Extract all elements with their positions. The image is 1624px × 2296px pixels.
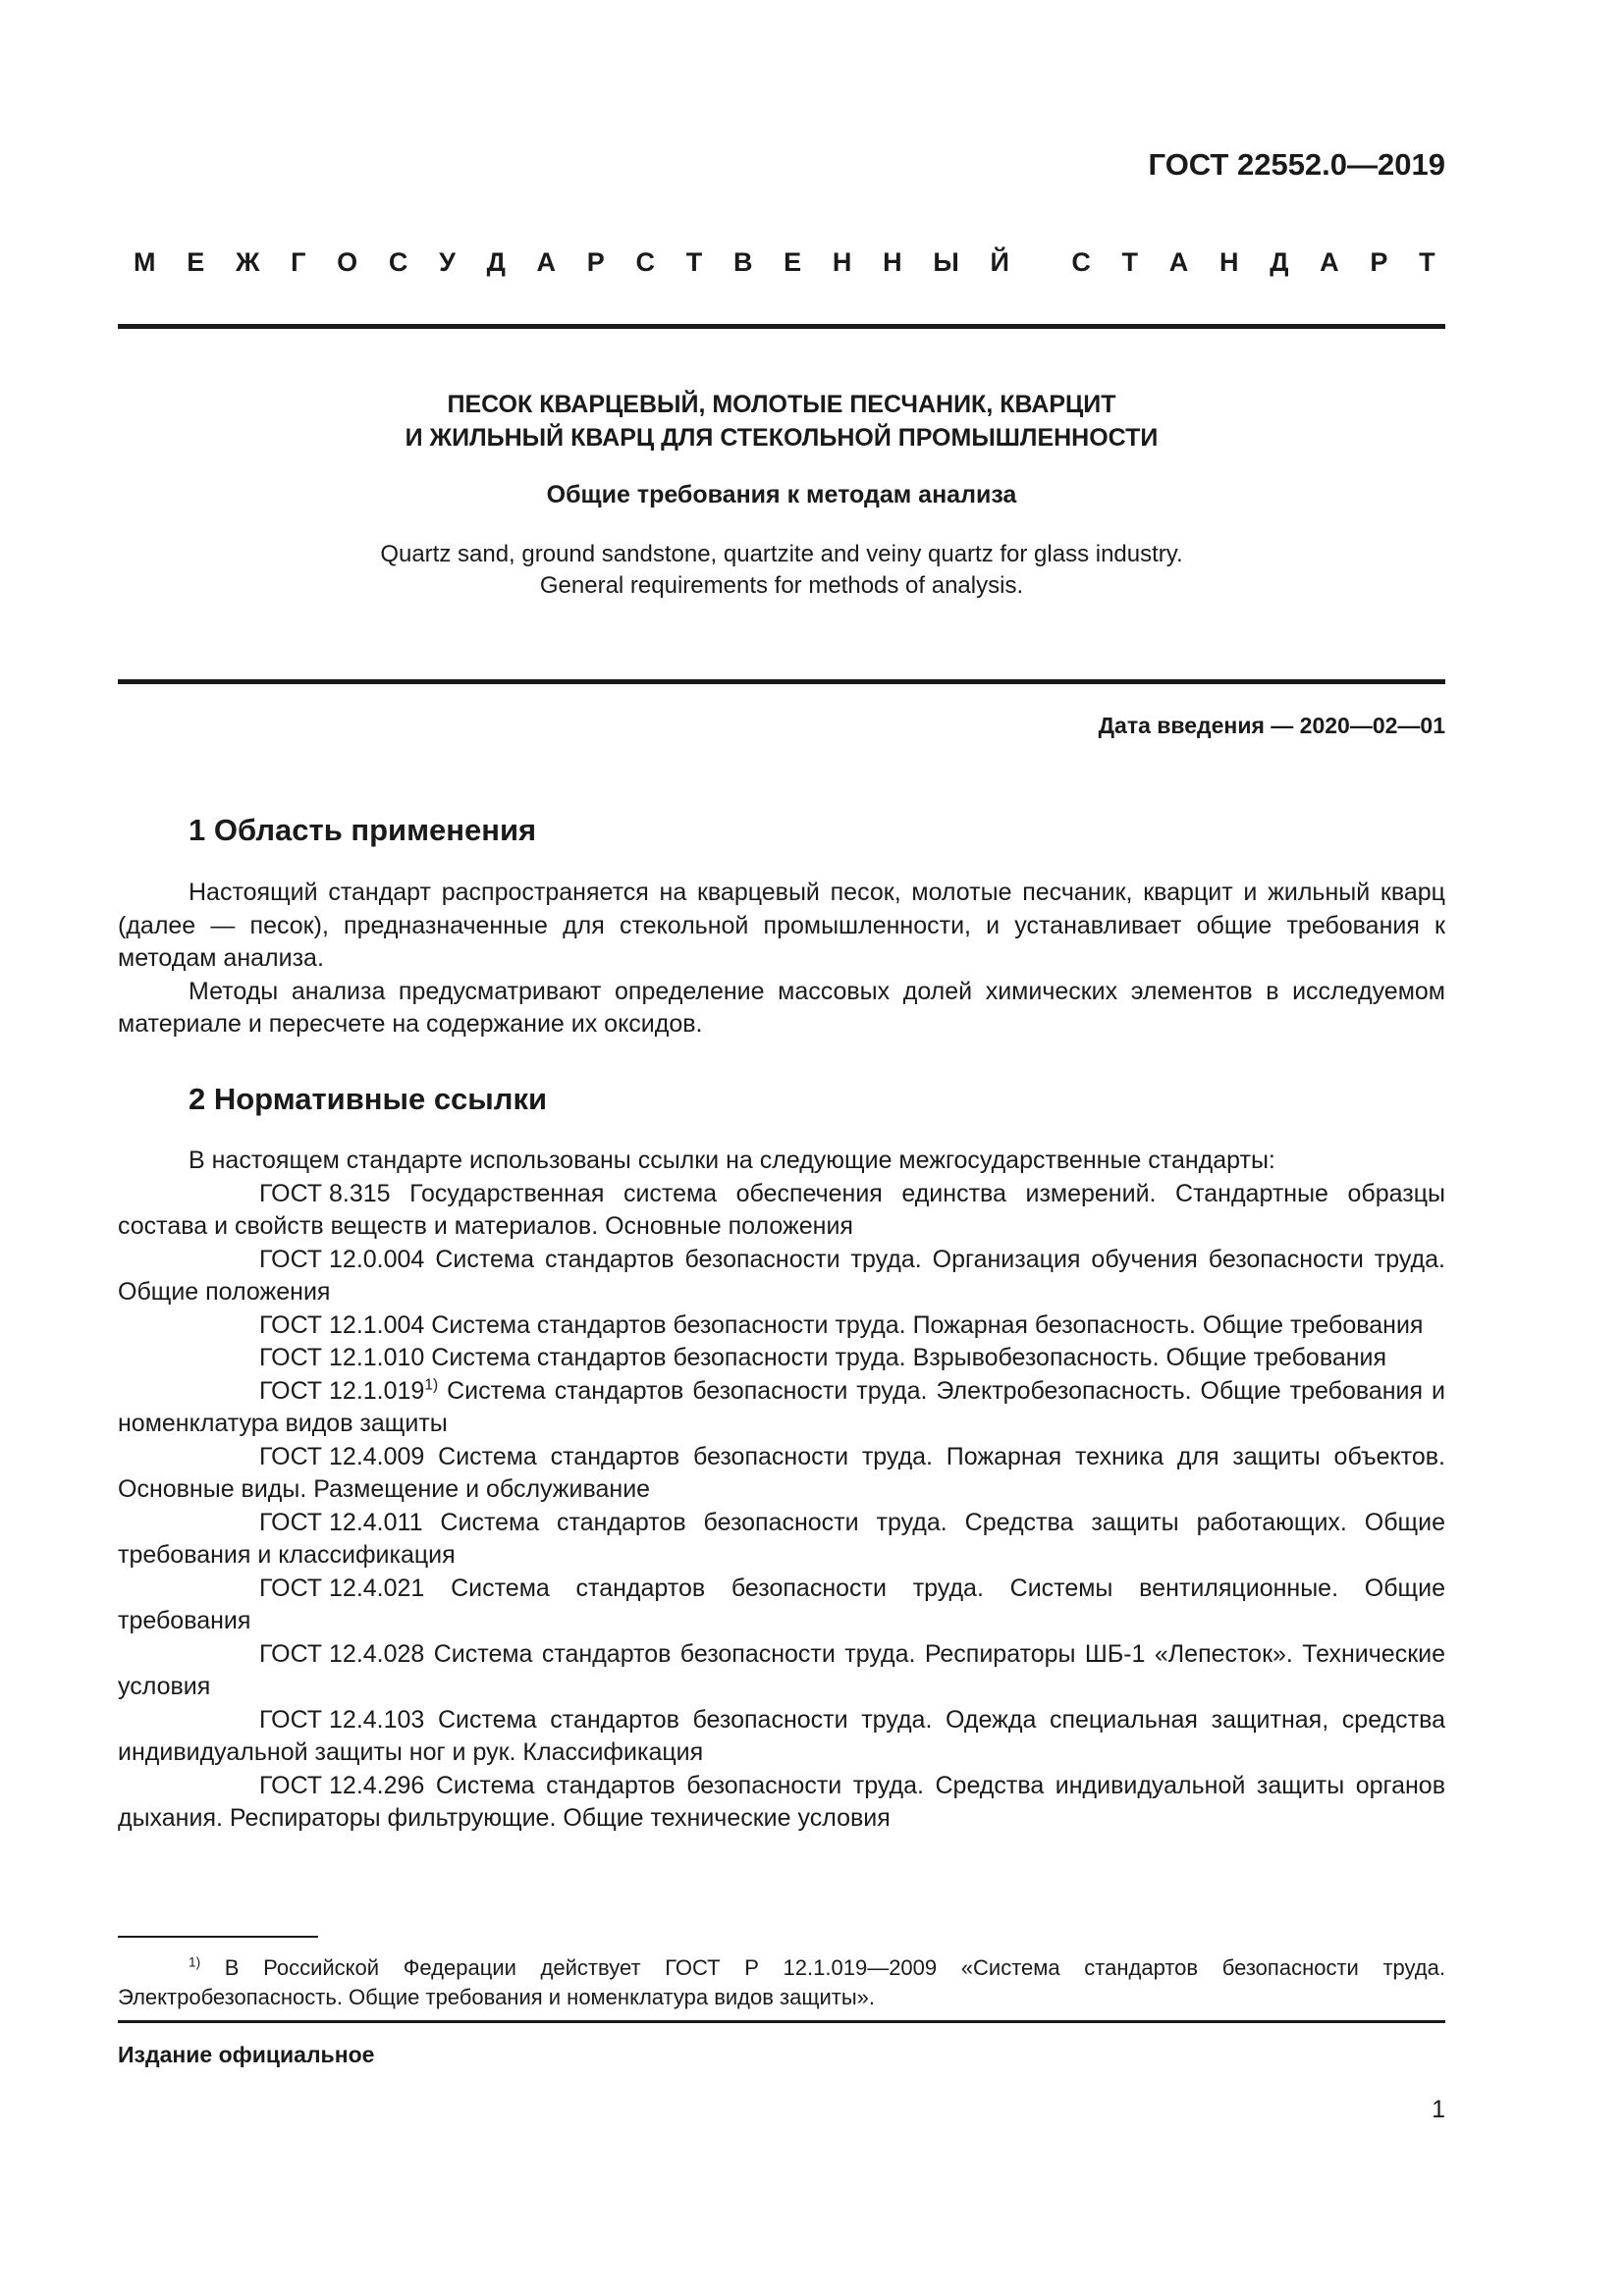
reference-item xyxy=(118,1770,1445,1836)
interstate-standard-caption xyxy=(134,247,1435,278)
caption-letter: Е xyxy=(784,247,802,277)
caption-letter: Н xyxy=(832,247,852,277)
caption-letter: Е xyxy=(187,247,205,277)
footnote-body: В Российской Федерации действует ГОСТ Р 12.1.019—2009 «Система стандартов безопасности труда. Электробезопасность. Общие требования и номенклатура видов защиты». xyxy=(118,1955,1445,2009)
section-references-body xyxy=(118,1145,1445,1836)
footer-divider xyxy=(118,2020,1445,2023)
reference-title: Система стандартов безопасности труда. Средства защиты работающих. Общие требования и классификация xyxy=(118,1508,1445,1569)
caption-letter: Ы xyxy=(933,247,959,277)
reference-title: Система стандартов безопасности труда. Одежда специальная защитная, средства индивидуальной защиты ног и рук. Классификация xyxy=(118,1705,1445,1766)
caption-letter: Д xyxy=(486,247,506,277)
reference-item xyxy=(118,1244,1445,1309)
reference-code: ГОСТ 12.4.103 xyxy=(259,1705,425,1734)
reference-code: ГОСТ 12.1.019 xyxy=(259,1376,425,1405)
caption-letter: М xyxy=(134,247,156,277)
reference-title: Система стандартов безопасности труда. Организация обучения безопасности труда. Общие положения xyxy=(118,1245,1445,1306)
reference-title: Система стандартов безопасности труда. Электробезопасность. Общие требования и номенклатура видов защиты xyxy=(118,1376,1445,1437)
footnote-mark: 1) xyxy=(189,1954,201,1970)
reference-item xyxy=(118,1375,1445,1441)
caption-letter: Й xyxy=(990,247,1009,277)
reference-item xyxy=(118,1507,1445,1573)
reference-item xyxy=(118,1342,1445,1375)
title-ru-line1: ПЕСОК КВАРЦЕВЫЙ, МОЛОТЫЕ ПЕСЧАНИК, КВАРЦИТ xyxy=(447,391,1116,418)
caption-letter: Н xyxy=(1218,247,1239,277)
title-en-line2: General requirements for methods of analysis. xyxy=(539,572,1024,599)
reference-title: Система стандартов безопасности труда. Пожарная техника для защиты объектов. Основные виды. Размещение и обслуживание xyxy=(118,1442,1445,1503)
section-heading-scope: 1 Область применения xyxy=(189,813,537,847)
caption-letter: Д xyxy=(1270,247,1289,277)
title-ru-line2: И ЖИЛЬНЫЙ КВАРЦ ДЛЯ СТЕКОЛЬНОЙ ПРОМЫШЛЕННОСТИ xyxy=(405,424,1159,452)
reference-code: ГОСТ 12.4.021 xyxy=(259,1574,425,1602)
reference-code: ГОСТ 12.4.296 xyxy=(259,1771,425,1799)
reference-item xyxy=(118,1704,1445,1770)
caption-letter: А xyxy=(1168,247,1189,277)
caption-letter: Р xyxy=(1370,247,1388,277)
reference-code: ГОСТ 12.1.004 xyxy=(259,1310,425,1339)
document-page xyxy=(118,0,1445,2296)
title-en-line1: Quartz sand, ground sandstone, quartzite and veiny quartz for glass industry. xyxy=(380,541,1183,567)
caption-letter: В xyxy=(732,247,753,277)
footnote-text xyxy=(118,1953,1445,2012)
caption-letter: Т xyxy=(1419,247,1435,277)
title-divider xyxy=(118,679,1445,684)
caption-letter: А xyxy=(1320,247,1339,277)
caption-letter: О xyxy=(337,247,358,277)
caption-letter: Т xyxy=(1121,247,1139,277)
reference-title: Система стандартов безопасности труда. Респираторы ШБ-1 «Лепесток». Технические условия xyxy=(118,1639,1445,1700)
reference-code: ГОСТ 8.315 xyxy=(259,1179,391,1207)
reference-code: ГОСТ 12.0.004 xyxy=(259,1245,425,1273)
caption-letter: Н xyxy=(883,247,902,277)
paragraph: В настоящем стандарте использованы ссылки на следующие межгосударственные стандарты: xyxy=(189,1147,1275,1174)
page-number: 1 xyxy=(1432,2096,1445,2123)
reference-item xyxy=(118,1441,1445,1507)
section-scope-body xyxy=(118,877,1445,1041)
caption-letter: С xyxy=(388,247,408,277)
introduction-date: Дата введения — 2020—02—01 xyxy=(1098,713,1445,738)
reference-item xyxy=(118,1309,1445,1343)
caption-letter: А xyxy=(536,247,557,277)
section-heading-references: 2 Нормативные ссылки xyxy=(189,1082,548,1116)
caption-letter: Ж xyxy=(235,247,260,277)
reference-item xyxy=(118,1178,1445,1244)
reference-item xyxy=(118,1573,1445,1638)
caption-letter: Р xyxy=(586,247,605,277)
caption-letter: С xyxy=(1071,247,1091,277)
reference-code: ГОСТ 12.4.009 xyxy=(259,1442,425,1470)
reference-code: ГОСТ 12.4.011 xyxy=(259,1508,423,1536)
subtitle-ru: Общие требования к методам анализа xyxy=(546,481,1017,508)
title-block xyxy=(118,388,1445,602)
title-en xyxy=(118,539,1445,602)
footnote-separator xyxy=(118,1936,318,1938)
footnote xyxy=(118,1953,1445,2012)
reference-title: Государственная система обеспечения единства измерений. Стандартные образцы состава и свойств веществ и материалов. Основные положения xyxy=(118,1179,1445,1240)
footnote-marker: 1) xyxy=(424,1376,439,1394)
reference-title: Система стандартов безопасности труда. Системы вентиляционные. Общие требования xyxy=(118,1574,1445,1634)
paragraph: Настоящий стандарт распространяется на кварцевый песок, молотые песчаник, кварцит и жильный кварц (далее — песок), предназначенные для стекольной промышленности, и устанавливает общие требования к методам анализа. xyxy=(118,879,1445,972)
official-edition-label: Издание официальное xyxy=(118,2042,375,2067)
caption-letter: С xyxy=(635,247,655,277)
caption-letter: У xyxy=(439,247,456,277)
paragraph: Методы анализа предусматривают определение массовых долей химических элементов в исследуемом материале и пересчете на содержание их оксидов. xyxy=(118,977,1445,1038)
reference-code: ГОСТ 12.1.010 xyxy=(259,1344,425,1371)
reference-title: Система стандартов безопасности труда. Взрывобезопасность. Общие требования xyxy=(431,1344,1387,1371)
reference-code: ГОСТ 12.4.028 xyxy=(259,1639,425,1668)
caption-letter: Т xyxy=(685,247,703,277)
reference-item xyxy=(118,1638,1445,1704)
document-number: ГОСТ 22552.0—2019 xyxy=(1148,147,1445,182)
header-divider xyxy=(118,324,1445,329)
reference-title: Система стандартов безопасности труда. Пожарная безопасность. Общие требования xyxy=(431,1310,1424,1339)
reference-title: Система стандартов безопасности труда. Средства индивидуальной защиты органов дыхания. Респираторы фильтрующие. Общие технические условия xyxy=(118,1771,1445,1832)
caption-letter: Г xyxy=(291,247,306,277)
